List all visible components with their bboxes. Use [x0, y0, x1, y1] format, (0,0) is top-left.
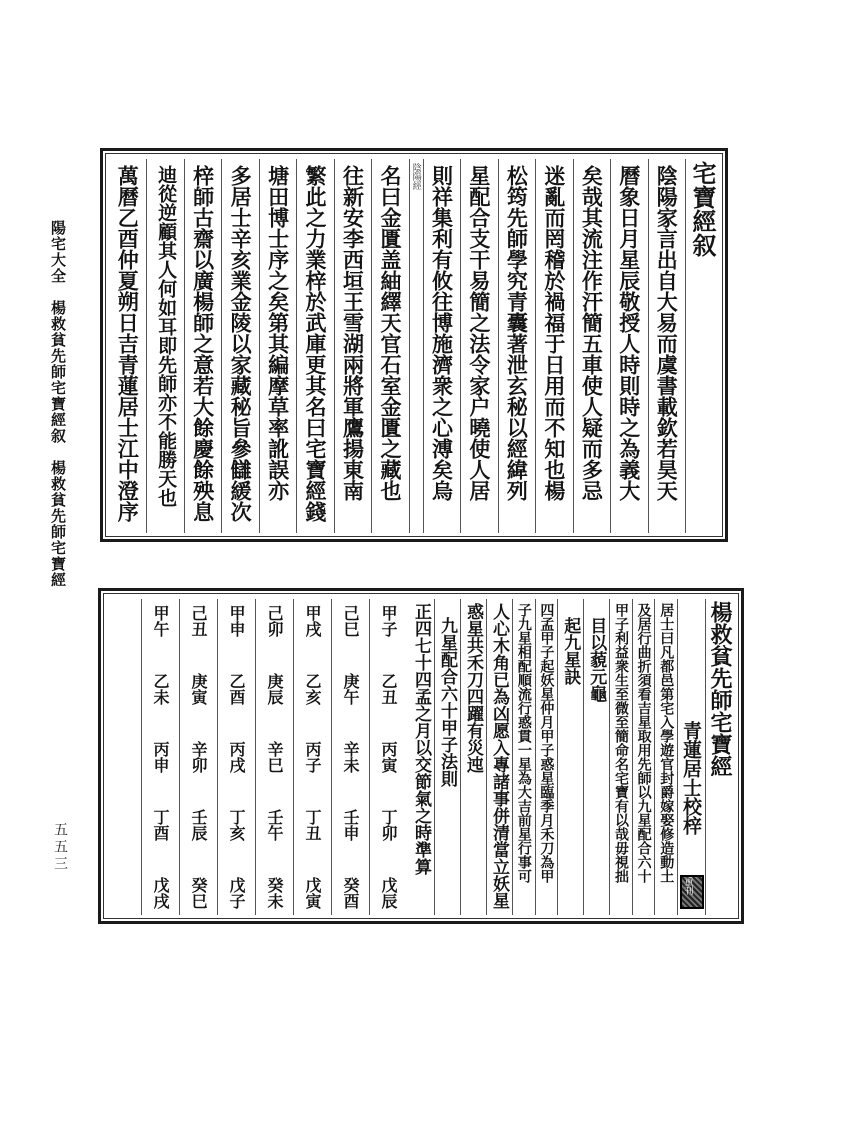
table-cell: 己巳	[341, 605, 360, 637]
table-column	[255, 599, 293, 915]
table-column	[293, 599, 331, 915]
preface-line: 矣哉其流注作汗簡五車使人疑而多忌	[579, 165, 605, 501]
table-cell: 甲午	[151, 605, 170, 637]
main-text-column	[632, 599, 655, 915]
table-cell: 戊寅	[303, 877, 322, 909]
main-text-columns	[409, 599, 735, 915]
page-number: 五五三	[52, 822, 68, 873]
main-text-line: 子九星相配順流行惑貫一星為大吉前星行事可	[515, 603, 532, 883]
preface-line: 松筠先師學究青囊著泄玄秘以經緯列	[504, 165, 530, 501]
table-cell: 丙寅	[379, 741, 398, 773]
table-cell: 戊辰	[379, 877, 398, 909]
preface-line: 繁此之力業梓於武庫更其名曰宅寶經錢	[303, 165, 329, 522]
main-text-column	[486, 599, 512, 915]
table-cell: 己卯	[265, 605, 284, 637]
preface-line: 往新安李西垣王雪湖兩將軍鷹揚東南	[340, 165, 366, 501]
table-cell: 辛卯	[189, 741, 208, 773]
main-text-line: 惑星共禾刀四躍有災迍	[463, 603, 484, 773]
preface-column	[184, 159, 221, 533]
preface-line: 迷亂而罔稽於禍福于日用而不知也楊	[541, 165, 567, 501]
preface-column	[146, 159, 183, 533]
table-cell: 丁酉	[151, 809, 170, 841]
table-cell: 戊子	[227, 877, 246, 909]
sexagenary-table	[107, 599, 407, 915]
running-title: 陽宅大全 楊救貧先師宅寶經叙 楊救貧先師宅寶經	[49, 220, 67, 588]
preface-line: 萬曆乙酉仲夏朔日吉青蓮居士江中澄序	[115, 165, 141, 522]
seal-stamp: 重刊	[680, 875, 704, 909]
preface-line: 塘田博士序之矣第其編摩草率訛誤亦	[265, 165, 291, 501]
table-cell: 甲戌	[303, 605, 322, 637]
preface-column	[648, 159, 685, 533]
preface-column	[610, 159, 647, 533]
preface-title: 宅寶經叙	[688, 161, 717, 257]
table-cell: 辛未	[341, 741, 360, 773]
table-cell: 丁丑	[303, 809, 322, 841]
table-cell: 己丑	[189, 605, 208, 637]
table-cell: 丙申	[151, 741, 170, 773]
main-text-line: 起九星訣	[560, 617, 581, 685]
table-cell: 乙酉	[227, 673, 246, 705]
byline-column	[677, 599, 705, 915]
main-text-line: 四孟甲子起妖星仲月甲子惑星臨季月禾刀為甲	[538, 603, 555, 883]
main-text-column	[557, 599, 583, 915]
table-column	[179, 599, 217, 915]
table-cell: 甲申	[227, 605, 246, 637]
main-text-column	[512, 599, 535, 915]
preface-line: 曆象日月星辰敬授人時則時之為義大	[616, 165, 642, 501]
preface-line: 陰陽家言出自大易而虞書載欽若昊天	[654, 165, 680, 501]
table-cell: 庚寅	[189, 673, 208, 705]
preface-column	[535, 159, 572, 533]
table-cell: 庚辰	[265, 673, 284, 705]
preface-line: 梓師古齋以廣楊師之意若大餘慶餘殃息	[190, 165, 216, 522]
preface-column	[573, 159, 610, 533]
preface-line: 多居士辛亥業金陵以家藏秘旨參讎緩次	[228, 165, 254, 522]
preface-column	[259, 159, 296, 533]
preface-column	[460, 159, 497, 533]
table-cell: 癸未	[265, 877, 284, 909]
table-cell: 乙未	[151, 673, 170, 705]
table-column	[369, 599, 407, 915]
gutter-column	[409, 159, 423, 533]
preface-line: 則祥集利有攸往博施濟衆之心溥矣烏	[429, 165, 455, 501]
table-cell: 壬申	[341, 809, 360, 841]
main-text-line: 甲子利益衆生至微至簡命名宅寶有以哉毋視拙	[613, 603, 630, 883]
table-column	[331, 599, 369, 915]
main-text-column	[409, 599, 434, 915]
preface-line: 迪從逆顧其人何如耳即先師亦不能勝天也	[155, 165, 178, 507]
preface-line: 星配合支干易簡之法令家户曉使人居	[466, 165, 492, 501]
main-text-line: 及居行曲折須看吉星取用先師以九星配合六十	[635, 603, 652, 883]
table-cell: 乙亥	[303, 673, 322, 705]
preface-columns	[109, 159, 719, 533]
table-cell: 丁卯	[379, 809, 398, 841]
main-text-line: 目以藐元龜	[586, 617, 607, 702]
main-text-column	[460, 599, 486, 915]
table-cell: 丁亥	[227, 809, 246, 841]
main-text-column	[609, 599, 632, 915]
main-text-column	[654, 599, 677, 915]
preface-block	[100, 148, 728, 542]
table-cell: 甲子	[379, 605, 398, 637]
preface-line: 名曰金匱盖紬繹天官石室金匱之藏也	[377, 165, 403, 501]
main-text-block	[98, 588, 744, 924]
table-cell: 癸巳	[189, 877, 208, 909]
table-cell: 丙子	[303, 741, 322, 773]
table-column	[141, 599, 179, 915]
table-cell: 丙戌	[227, 741, 246, 773]
byline: 青蓮居士校梓	[680, 721, 702, 835]
main-text-column	[583, 599, 609, 915]
preface-column	[296, 159, 333, 533]
preface-column	[371, 159, 408, 533]
table-column	[217, 599, 255, 915]
preface-column	[334, 159, 371, 533]
main-text-column	[535, 599, 558, 915]
preface-column	[423, 159, 460, 533]
main-title-column	[705, 599, 735, 915]
table-cell: 壬午	[265, 809, 284, 841]
main-text-line: 人心木角已為凶愿入專諸事併清當立妖星	[489, 603, 510, 909]
preface-column	[498, 159, 535, 533]
main-text-line: 居士曰凡都邑第宅入學遊官封爵嫁娶修造動土	[658, 603, 675, 883]
table-cell: 壬辰	[189, 809, 208, 841]
main-text-line: 正四七十四孟之月以交節氣之時準算	[411, 603, 432, 875]
table-cell: 癸酉	[341, 877, 360, 909]
preface-column	[221, 159, 258, 533]
preface-title-column	[685, 159, 719, 533]
table-cell: 辛巳	[265, 741, 284, 773]
gutter-label: 陰陽經	[410, 163, 421, 190]
table-cell: 戊戌	[151, 877, 170, 909]
main-text-column	[434, 599, 460, 915]
preface-column	[109, 159, 146, 533]
main-text-line: 九星配合六十甲子法則	[437, 617, 458, 787]
main-title: 楊救貧先師宅寶經	[707, 601, 733, 777]
table-cell: 乙丑	[379, 673, 398, 705]
table-cell: 庚午	[341, 673, 360, 705]
